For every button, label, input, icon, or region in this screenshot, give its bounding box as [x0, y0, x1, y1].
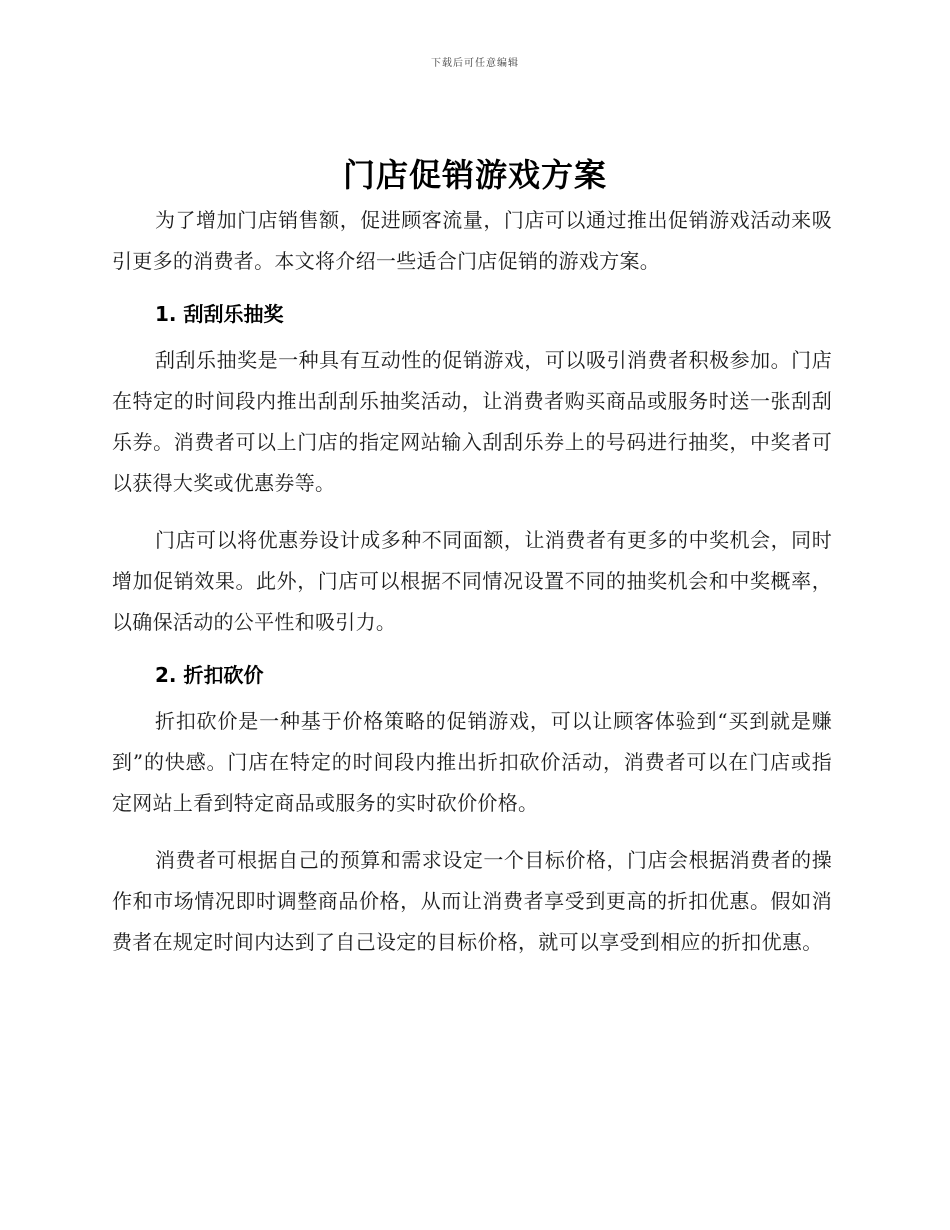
section-heading-discount-bargain: 2. 折扣砍价 — [155, 663, 264, 687]
section-heading-scratch-lottery: 1. 刮刮乐抽奖 — [155, 302, 284, 326]
paragraph-gap — [112, 504, 832, 520]
paragraph-gap — [112, 824, 832, 840]
section-paragraph: 消费者可根据自己的预算和需求设定一个目标价格，门店会根据消费者的操作和市场情况即时调整商品价格，从而让消费者享受到更高的折扣优惠。假如消费者在规定时间内达到了自己设定的目标价格，就可以享受到相应的折扣优惠。 — [112, 848, 832, 954]
document-title: 门店促销游戏方案 — [342, 156, 607, 194]
document-body — [112, 200, 832, 963]
section-paragraph: 折扣砍价是一种基于价格策略的促销游戏，可以让顾客体验到“买到就是赚到”的快感。门店在特定的时间段内推出折扣砍价活动，消费者可以在门店或指定网站上看到特定商品或服务的实时砍价价格。 — [112, 709, 832, 815]
intro-paragraph: 为了增加门店销售额，促进顾客流量，门店可以通过推出促销游戏活动来吸引更多的消费者。本文将介绍一些适合门店促销的游戏方案。 — [112, 208, 832, 273]
header-note: 下载后可任意编辑 — [431, 58, 519, 69]
section-paragraph: 刮刮乐抽奖是一种具有互动性的促销游戏，可以吸引消费者积极参加。门店在特定的时间段内推出刮刮乐抽奖活动，让消费者购买商品或服务时送一张刮刮乐券。消费者可以上门店的指定网站输入刮刮乐券上的号码进行抽奖，中奖者可以获得大奖或优惠券等。 — [112, 348, 832, 495]
section-paragraph: 门店可以将优惠券设计成多种不同面额，让消费者有更多的中奖机会，同时增加促销效果。此外，门店可以根据不同情况设置不同的抽奖机会和中奖概率，以确保活动的公平性和吸引力。 — [112, 528, 832, 634]
